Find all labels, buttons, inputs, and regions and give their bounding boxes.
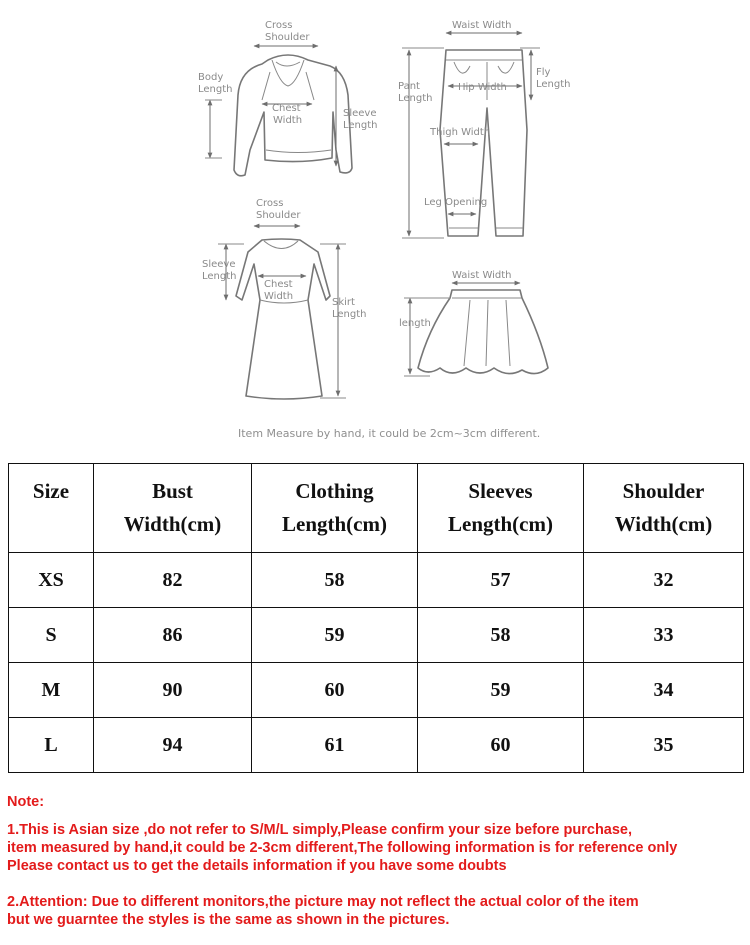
skirt-measure-lines	[404, 283, 520, 376]
dress-skirt-length-label-2: Length	[332, 309, 367, 320]
cell-size: M	[9, 663, 94, 718]
dress-measure-lines	[218, 226, 346, 398]
cell-length: 61	[252, 718, 418, 773]
dress-cross-shoulder-label-2: Shoulder	[256, 210, 301, 221]
measurement-diagram	[0, 0, 750, 450]
jacket-chest-width-label-2: Width	[273, 115, 303, 126]
cell-bust: 82	[94, 553, 252, 608]
pants-hip-width-label: Hip Width	[458, 82, 507, 93]
cell-size: S	[9, 608, 94, 663]
dress-cross-shoulder-label: Cross	[256, 198, 284, 209]
cell-shoulder: 35	[584, 718, 744, 773]
size-chart-table	[8, 463, 744, 773]
table-row	[9, 718, 744, 773]
jacket-cross-shoulder-label-2: Shoulder	[265, 32, 310, 43]
jacket-sleeve-length-label: Sleeve	[343, 108, 377, 119]
cell-length: 60	[252, 663, 418, 718]
notes-section	[7, 793, 747, 929]
cell-size: L	[9, 718, 94, 773]
dress-skirt-length-label: Skirt	[332, 297, 355, 308]
jacket-chest-width-label: Chest	[272, 103, 301, 114]
dress-chest-width-label-2: Width	[264, 291, 294, 302]
table-row	[9, 553, 744, 608]
dress-sleeve-length-label: Sleeve	[202, 259, 236, 270]
pants-leg-opening-label: Leg Opening	[424, 197, 488, 208]
pants-pant-length-label: Pant	[398, 81, 420, 92]
note-2-line-2: but we guarntee the styles is the same as shown in the pictures.	[7, 912, 450, 928]
jacket-body-length-label-2: Length	[198, 84, 233, 95]
jacket-cross-shoulder-label: Cross	[265, 20, 293, 31]
note-2-line-1: 2.Attention: Due to different monitors,the picture may not reflect the actual color of the item	[7, 894, 639, 910]
pants-pant-length-label-2: Length	[398, 93, 433, 104]
cell-sleeves: 60	[418, 718, 584, 773]
note-1-line-2: item measured by hand,it could be 2-3cm different,The following information is for reference only	[7, 840, 678, 856]
cell-sleeves: 57	[418, 553, 584, 608]
pants-illustration	[440, 50, 527, 236]
cell-bust: 86	[94, 608, 252, 663]
header-clothing-length: Clothing Length(cm)	[252, 464, 418, 553]
jacket-sleeve-length-label-2: Length	[343, 120, 378, 131]
header-size: Size	[9, 464, 94, 553]
cell-length: 58	[252, 553, 418, 608]
cell-sleeves: 58	[418, 608, 584, 663]
cell-shoulder: 33	[584, 608, 744, 663]
table-row	[9, 663, 744, 718]
cell-bust: 94	[94, 718, 252, 773]
note-1-line-1: 1.This is Asian size ,do not refer to S/M/L simply,Please confirm your size before purchase,	[7, 822, 633, 838]
dress-illustration	[236, 239, 330, 399]
cell-bust: 90	[94, 663, 252, 718]
jacket-body-length-label: Body	[198, 72, 224, 83]
dress-sleeve-length-label-2: Length	[202, 271, 237, 282]
jacket-measure-lines	[205, 46, 336, 166]
pants-fly-length-label-2: Length	[536, 79, 571, 90]
pants-thigh-width-label: Thigh Width	[430, 127, 491, 138]
cell-size: XS	[9, 553, 94, 608]
cell-sleeves: 59	[418, 663, 584, 718]
note-title: Note:	[7, 794, 45, 810]
cell-shoulder: 32	[584, 553, 744, 608]
header-shoulder-width: Shoulder Width(cm)	[584, 464, 744, 553]
cell-length: 59	[252, 608, 418, 663]
cell-shoulder: 34	[584, 663, 744, 718]
header-bust-width: Bust Width(cm)	[94, 464, 252, 553]
skirt-illustration	[418, 290, 548, 374]
skirt-waist-width-label: Waist Width	[452, 270, 512, 281]
measurement-caption: Item Measure by hand, it could be 2cm~3cm different.	[238, 427, 541, 440]
pants-waist-width-label: Waist Width	[452, 20, 512, 31]
header-sleeves-length: Sleeves Length(cm)	[418, 464, 584, 553]
pants-fly-length-label: Fly	[536, 67, 551, 78]
dress-chest-width-label: Chest	[264, 279, 293, 290]
table-header-row	[9, 464, 744, 553]
table-row	[9, 608, 744, 663]
note-1-line-3: Please contact us to get the details information if you have some doubts	[7, 858, 507, 874]
skirt-length-label: length	[399, 318, 431, 329]
